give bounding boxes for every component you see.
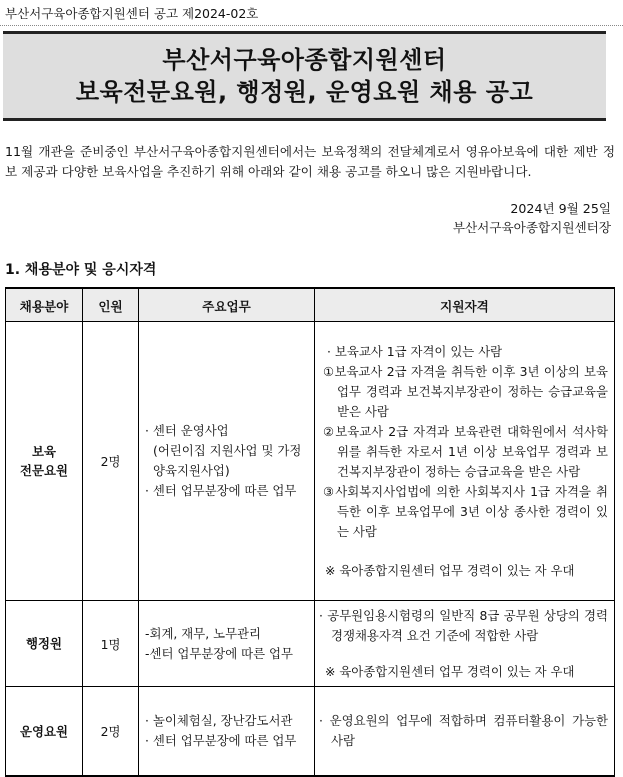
duty-item: · 센터 업무분장에 따른 업무 xyxy=(145,483,297,498)
qual-item: · 공무원임용시험령의 일반직 8급 공무원 상당의 경력경쟁채용자격 요건 기준에 적합한 사람 xyxy=(319,607,608,643)
count-cell: 2명 xyxy=(83,322,139,601)
notice-signer: 부산서구육아종합지원센터장 xyxy=(452,220,611,235)
field-cell: 행정원 xyxy=(6,601,83,687)
center-name-title: 부산서구육아종합지원센터 xyxy=(162,46,447,74)
duties-cell xyxy=(139,601,315,687)
field-name-line2: 전문요원 xyxy=(20,463,68,478)
table-row xyxy=(6,601,615,687)
notice-date: 2024년 9월 25일 xyxy=(510,201,611,216)
duty-item: -센터 업무분장에 따른 업무 xyxy=(145,645,293,661)
qual-item: · 운영요원의 업무에 적합하며 컴퓨터활용이 가능한 사람 xyxy=(319,713,608,748)
count-cell: 1명 xyxy=(83,601,139,687)
qualifications-cell xyxy=(315,687,615,777)
duty-item: · 센터 업무분장에 따른 업무 xyxy=(145,733,297,748)
field-cell xyxy=(6,322,83,601)
qual-item: · 보육교사 1급 자격이 있는 사람 xyxy=(327,343,503,359)
preference-note: ※ 육아종합지원센터 업무 경력이 있는 자 우대 xyxy=(325,562,575,578)
duty-item: · 놀이체험실, 장난감도서관 xyxy=(145,713,293,728)
table-header-row xyxy=(6,288,615,322)
qual-item: ①보육교사 2급 자격을 취득한 이후 3년 이상의 보육업무 경력과 보건복지부장관이 정하는 승급교육을 받은 사람 xyxy=(323,363,608,419)
section-heading: 1. 채용분야 및 응시자격 xyxy=(5,262,157,278)
header-divider xyxy=(0,25,623,26)
header-duties: 주요업무 xyxy=(139,288,315,322)
qual-item: ②보육교사 2급 자격과 보육관련 대학원에서 석사학위를 취득한 자로서 1년 이상 보육업무 경력과 보건복지부장관이 정하는 승급교육을 받은 사람 xyxy=(323,423,608,479)
duty-item: -회계, 재무, 노무관리 xyxy=(145,625,261,641)
header-count: 인원 xyxy=(83,288,139,322)
duty-item: · 센터 운영사업 xyxy=(145,423,229,438)
table-row xyxy=(6,322,615,601)
qualifications-cell xyxy=(315,601,615,687)
notice-title: 보육전문요원, 행정원, 운영요원 채용 공고 xyxy=(75,78,534,106)
duties-cell xyxy=(139,322,315,601)
intro-paragraph: 11월 개관을 준비중인 부산서구육아종합지원센터에서는 보육정책의 전달체계로서 영유아보육에 대한 제반 정보 제공과 다양한 보육사업을 추진하기 위해 아래와 같이 채용 공고를 하오니 많은 지원바랍니다. xyxy=(5,144,615,179)
duty-item: (어린이집 지원사업 및 가정양육지원사업) xyxy=(153,443,302,478)
duties-cell xyxy=(139,687,315,777)
qual-item: ③사회복지사업법에 의한 사회복지사 1급 자격을 취득한 이후 보육업무에 3년 이상 종사한 경력이 있는 사람 xyxy=(323,483,608,539)
recruitment-table xyxy=(5,287,615,777)
header-field: 채용분야 xyxy=(6,288,83,322)
field-name-line1: 보육 xyxy=(32,444,56,459)
count-cell: 2명 xyxy=(83,687,139,777)
table-row xyxy=(6,687,615,777)
header-qualifications: 지원자격 xyxy=(315,288,615,322)
notice-number: 부산서구육아종합지원센터 공고 제2024-02호 xyxy=(5,6,259,21)
qualifications-cell xyxy=(315,322,615,601)
title-banner xyxy=(3,31,606,121)
field-cell: 운영요원 xyxy=(6,687,83,777)
preference-note: ※ 육아종합지원센터 업무 경력이 있는 자 우대 xyxy=(325,663,575,679)
